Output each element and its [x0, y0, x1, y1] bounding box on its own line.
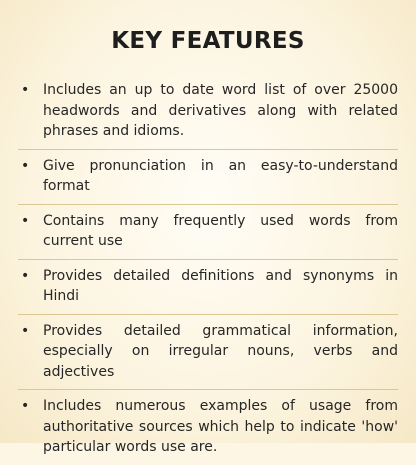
bullet-icon: •: [21, 398, 30, 414]
feature-item-1: [18, 74, 398, 150]
feature-item-5: [18, 315, 398, 391]
bullet-icon: •: [21, 212, 30, 229]
feature-item-3: [18, 205, 398, 260]
feature-text: Contains many frequently used words from current use: [43, 212, 398, 249]
bullet-icon: •: [21, 157, 30, 174]
feature-text: Includes an up to date word list of over 25000 headwords and derivatives along with related phrases and idioms.: [43, 82, 398, 139]
feature-item-2: [18, 150, 398, 205]
bullet-icon: •: [21, 82, 30, 98]
feature-item-4: [18, 260, 398, 315]
features-list: [18, 74, 398, 465]
feature-text: Give pronunciation in an easy-to-understand format: [43, 157, 398, 194]
page-title: KEY FEATURES: [111, 28, 305, 54]
feature-text: Includes numerous examples of usage from authoritative sources which help to indicate 'how' particular words use are.: [43, 398, 398, 455]
feature-item-6: [18, 390, 398, 465]
feature-text: Provides detailed grammatical information, especially on irregular nouns, verbs and adjectives: [43, 322, 398, 380]
bullet-icon: •: [21, 322, 30, 339]
bullet-icon: •: [21, 267, 30, 284]
feature-text: Provides detailed definitions and synonyms in Hindi: [43, 267, 398, 304]
